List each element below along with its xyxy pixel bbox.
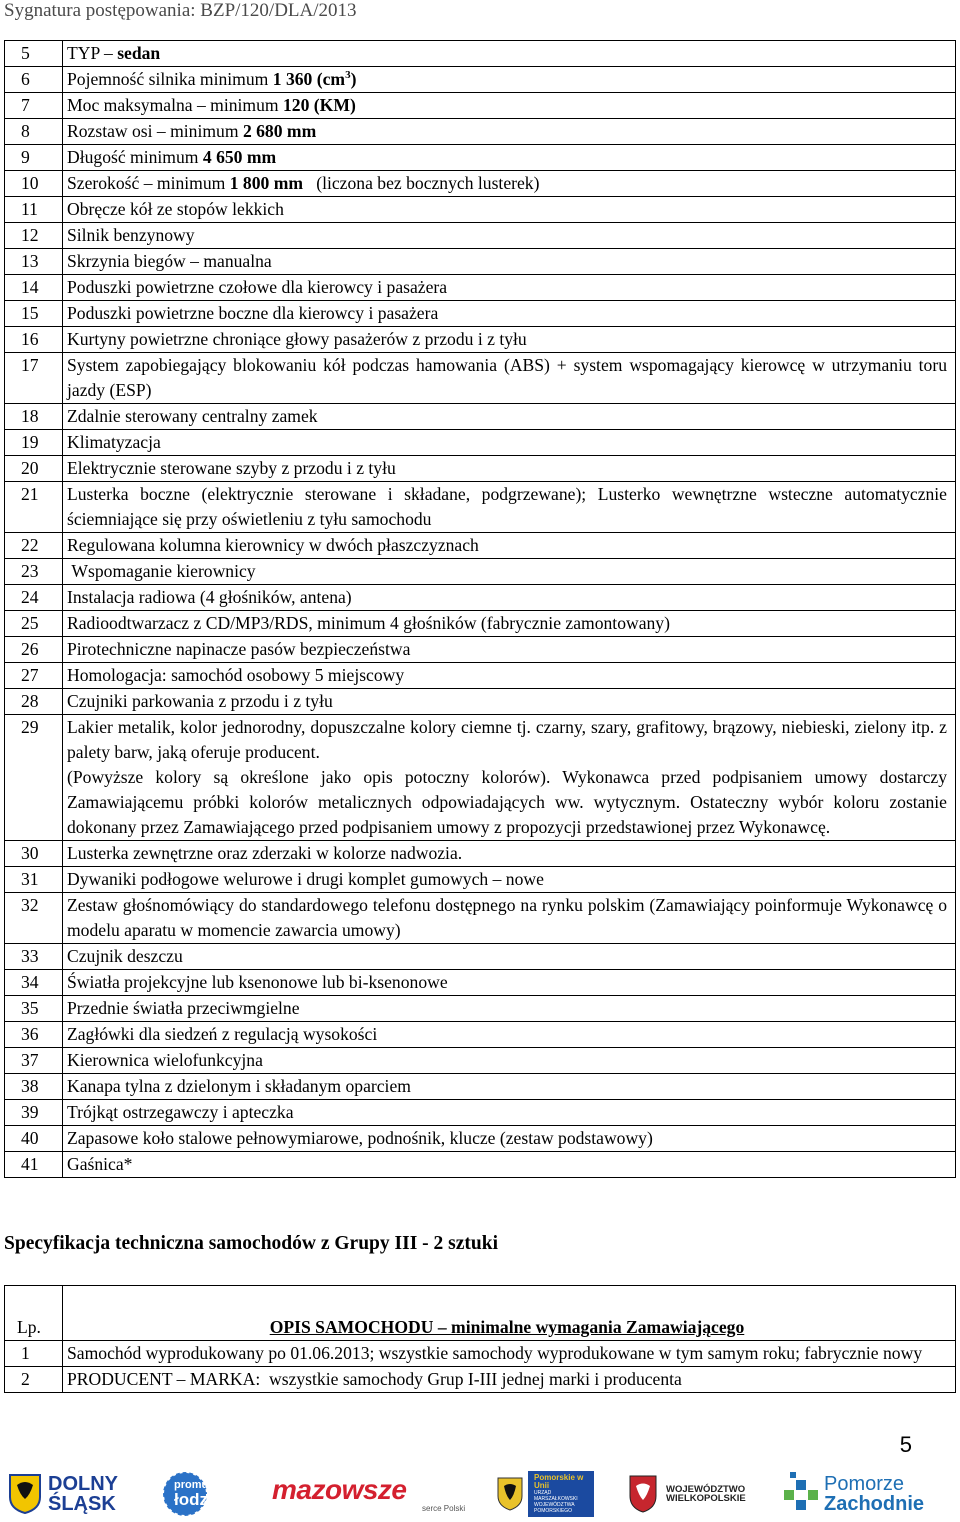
dolny-text: DOLNY [48,1473,118,1495]
table-row [5,1100,956,1126]
table-row [5,223,956,249]
row-description [63,249,956,275]
table-row [5,585,956,611]
row-text: Radioodtwarzacz z CD/MP3/RDS, minimum 4 głośników (fabrycznie zamontowany) [67,613,670,633]
logo-pomorskie [496,1466,594,1522]
row-text: Wspomaganie kierownicy [67,561,256,581]
table-row [5,171,956,197]
row-number: 41 [5,1152,63,1178]
row-text: Silnik benzynowy [67,225,195,245]
row-number: 13 [5,249,63,275]
row-number: 6 [5,67,63,93]
row-number: 24 [5,585,63,611]
table-row [5,1074,956,1100]
row-description [63,1100,956,1126]
mazowsze-text: mazowsze [272,1473,407,1505]
row-text: Lusterka zewnętrzne oraz zderzaki w kolorze nadwozia. [67,843,463,863]
table-row [5,715,956,841]
row-number: 20 [5,456,63,482]
row-description [63,1126,956,1152]
row-description [63,611,956,637]
row-text: (Powyższe kolory są określone jako opis potoczny kolorów). Wykonawca przed podpisaniem umowy dostarczy Zamawiającemu próbki kolorów metalicznych odpowiadających ww. wytycznym. Ostateczny wybór koloru zostanie dokonany przez Zamawiającego przed podpisaniem umowy z propozycji przedstawionej przez Wykonawcę. [67,767,952,837]
row-description [63,585,956,611]
lodzkie-name-text: łodzkie [174,1490,232,1509]
row-text: Pojemność silnika minimum [67,69,273,89]
row-text: Skrzynia biegów – manualna [67,251,272,271]
row-number: 9 [5,145,63,171]
row-description [63,867,956,893]
row-number: 40 [5,1126,63,1152]
row-description [63,970,956,996]
lodzkie-promo-text: promujemy [174,1479,234,1491]
row-text: Zagłówki dla siedzeń z regulacją wysokości [67,1024,378,1044]
row-description [63,223,956,249]
pomorskie-title-text: Pomorskie w Unii [534,1473,584,1490]
row-text: 4 650 mm [202,147,277,167]
logo-wielkopolskie [628,1466,746,1522]
row-number: 25 [5,611,63,637]
spec-table-body [5,1286,956,1341]
row-text: Czujnik deszczu [67,946,183,966]
table-row [5,663,956,689]
logo-dolny-slask [8,1466,118,1522]
row-description [63,841,956,867]
row-number: 1 [5,1341,63,1367]
table-row [5,1048,956,1074]
row-number: 33 [5,944,63,970]
zachodnie-text: Zachodnie [824,1493,925,1515]
table-row [5,249,956,275]
row-description [63,145,956,171]
row-text: Poduszki powietrzne boczne dla kierowcy i pasażera [67,303,439,323]
row-description [63,275,956,301]
row-description [63,327,956,353]
sponsor-logos [0,1466,960,1522]
row-number: 28 [5,689,63,715]
row-description [63,93,956,119]
row-text: Kanapa tylna z dzielonym i składanym oparciem [67,1076,411,1096]
row-text: Czujniki parkowania z przodu i z tyłu [67,691,333,711]
table-row [5,1152,956,1178]
row-description [63,1074,956,1100]
table-row [5,301,956,327]
table-row [5,404,956,430]
table-row [5,67,956,93]
table-row [5,482,956,533]
row-number: 17 [5,353,63,404]
row-text: (liczona bez bocznych lusterek) [303,173,540,193]
row-number: 27 [5,663,63,689]
table-row [5,275,956,301]
row-number: 14 [5,275,63,301]
mazowsze-sub-text: serce Polski [422,1503,466,1513]
table-header-row [5,1286,956,1341]
table-row [5,867,956,893]
row-number: 16 [5,327,63,353]
row-text: Moc maksymalna – minimum [67,95,283,115]
row-text: Kierownica wielofunkcyjna [67,1050,263,1070]
row-text: Dywaniki podłogowe welurowe i drugi komplet gumowych – nowe [67,869,544,889]
wielkopolskie-crest-icon [628,1474,658,1514]
row-number: 34 [5,970,63,996]
row-number: 21 [5,482,63,533]
table-row [5,689,956,715]
row-text: Elektrycznie sterowane szyby z przodu i z tyłu [67,458,396,478]
row-description [63,996,956,1022]
table-row [5,197,956,223]
table-row [5,533,956,559]
pomorze-text: Pomorze [824,1473,905,1495]
row-text: Obręcze kół ze stopów lekkich [67,199,284,219]
spec-table-body [5,41,956,1178]
table-row [5,611,956,637]
row-number: 15 [5,301,63,327]
row-description [63,1341,956,1367]
table-row [5,841,956,867]
row-description [63,67,956,93]
row-description [63,1022,956,1048]
table-row [5,145,956,171]
row-number: 5 [5,41,63,67]
section-title: Specyfikacja techniczna samochodów z Grupy III - 2 sztuki [4,1233,499,1254]
table-row [5,430,956,456]
slask-text: ŚLĄSK [48,1493,116,1515]
row-number: 36 [5,1022,63,1048]
row-number: 11 [5,197,63,223]
dolny-slask-crest-icon [8,1473,42,1515]
logo-mazowsze [272,1466,465,1522]
row-number: 26 [5,637,63,663]
table-row [5,119,956,145]
header-lp: Lp. [5,1286,63,1341]
row-text: sedan [117,43,161,63]
wielkopolskie-line2: WIELKOPOLSKIE [666,1493,746,1504]
table-row [5,1126,956,1152]
row-number: 2 [5,1367,63,1393]
spec-table-group-iii [4,1285,956,1393]
row-description [63,197,956,223]
row-text: 120 (KM) [283,95,356,115]
row-text: ) [350,69,357,89]
row-number: 18 [5,404,63,430]
table-row [5,1341,956,1367]
row-text: 2 680 mm [242,121,317,141]
row-description [63,559,956,585]
row-description [63,171,956,197]
row-number: 10 [5,171,63,197]
logo-lodzkie [160,1466,233,1522]
table-row [5,637,956,663]
table-row [5,944,956,970]
row-number: 22 [5,533,63,559]
row-text: 1 360 (cm [272,69,346,89]
row-text: Pirotechniczne napinacze pasów bezpieczeństwa [67,639,411,659]
row-number: 31 [5,867,63,893]
row-number: 8 [5,119,63,145]
table-row [5,1367,956,1393]
row-description [63,663,956,689]
row-text: TYP – [67,43,118,63]
row-description [63,689,956,715]
table-row [5,559,956,585]
table-row [5,93,956,119]
row-number: 19 [5,430,63,456]
row-number: 39 [5,1100,63,1126]
table-row [5,327,956,353]
table-row [5,970,956,996]
pomorskie-crest-icon [496,1476,524,1512]
table-row [5,41,956,67]
row-text: Lakier metalik, kolor jednorodny, dopuszczalne kolory ciemne tj. czarny, szary, grafitowy, brązowy, niebieski, zielony itp. z palety barw, jaką oferuje producent. [67,717,952,762]
row-text: Samochód wyprodukowany po 01.06.2013; wszystkie samochody wyprodukowane w tym samym roku; fabrycznie nowy [67,1343,923,1363]
row-description [63,1367,956,1393]
row-text: Kurtyny powietrzne chroniące głowy pasażerów z przodu i z tyłu [67,329,527,349]
row-text: Długość minimum [67,147,203,167]
pomorskie-sub-text: URZĄD MARSZAŁKOWSKI WOJEWÓDZTWA POMORSKIEGO [534,1490,578,1514]
row-text: Szerokość – minimum [67,173,230,193]
row-number: 23 [5,559,63,585]
row-description [63,404,956,430]
row-text: Klimatyzacja [67,432,161,452]
row-number: 35 [5,996,63,1022]
spec-table-rows [5,1341,956,1393]
row-text: Poduszki powietrzne czołowe dla kierowcy i pasażera [67,277,448,297]
row-number: 12 [5,223,63,249]
table-row [5,996,956,1022]
row-text: Zapasowe koło stalowe pełnowymiarowe, podnośnik, klucze (zestaw podstawowy) [67,1128,653,1148]
row-description [63,456,956,482]
row-text: Regulowana kolumna kierownicy w dwóch płaszczyznach [67,535,479,555]
row-description [63,353,956,404]
row-text: System zapobiegający blokowaniu kół podczas hamowania (ABS) + system wspomagający kierowcę w utrzymaniu toru jazdy (ESP) [67,355,952,400]
row-description [63,1152,956,1178]
row-text: Rozstaw osi – minimum [67,121,243,141]
wielkopolskie-line1: WOJEWÓDZTWO [666,1483,746,1495]
row-text: 1 800 mm [229,173,304,193]
row-text: Przednie światła przeciwmgielne [67,998,300,1018]
row-text: 3 [345,69,351,82]
row-description [63,430,956,456]
row-text: Gaśnica* [67,1154,133,1174]
row-description [63,533,956,559]
row-number: 7 [5,93,63,119]
table-row [5,353,956,404]
row-description [63,41,956,67]
table-row [5,1022,956,1048]
row-description [63,119,956,145]
table-row [5,893,956,944]
row-number: 38 [5,1074,63,1100]
row-description [63,482,956,533]
row-description [63,301,956,327]
row-text: Zestaw głośnomówiący do standardowego telefonu dostępnego na rynku polskim (Zamawiający poinformuje Wykonawcę o modelu aparatu w momencie zawarcia umowy) [67,895,952,940]
table-row [5,456,956,482]
row-number: 37 [5,1048,63,1074]
spec-table-group-ii [4,40,956,1178]
row-text: Lusterka boczne (elektrycznie sterowane i składane, podgrzewane); Lusterko wewnętrzne wsteczne automatycznie ściemniające się przy oświetleniu z tyłu samochodu [67,484,952,529]
row-description [63,715,956,841]
row-number: 32 [5,893,63,944]
row-number: 29 [5,715,63,841]
row-description [63,1048,956,1074]
row-text: PRODUCENT – MARKA: wszystkie samochody Grup I-III jednej marki i producenta [67,1369,682,1389]
header-description: OPIS SAMOCHODU – minimalne wymagania Zamawiającego [63,1286,956,1341]
row-text: Homologacja: samochód osobowy 5 miejscowy [67,665,405,685]
row-description [63,893,956,944]
signature-header: Sygnatura postępowania: BZP/120/DLA/2013 [4,0,357,21]
logo-pomorze-zachodnie [780,1466,924,1522]
row-text: Zdalnie sterowany centralny zamek [67,406,318,426]
page-number: 5 [899,1432,912,1457]
row-number: 30 [5,841,63,867]
row-text: Trójkąt ostrzegawczy i apteczka [67,1102,294,1122]
row-description [63,944,956,970]
row-text: Światła projekcyjne lub ksenonowe lub bi-ksenonowe [67,972,448,992]
row-text: Instalacja radiowa (4 głośników, antena) [67,587,352,607]
pomorze-zachodnie-mark-icon [780,1470,820,1518]
row-description [63,637,956,663]
